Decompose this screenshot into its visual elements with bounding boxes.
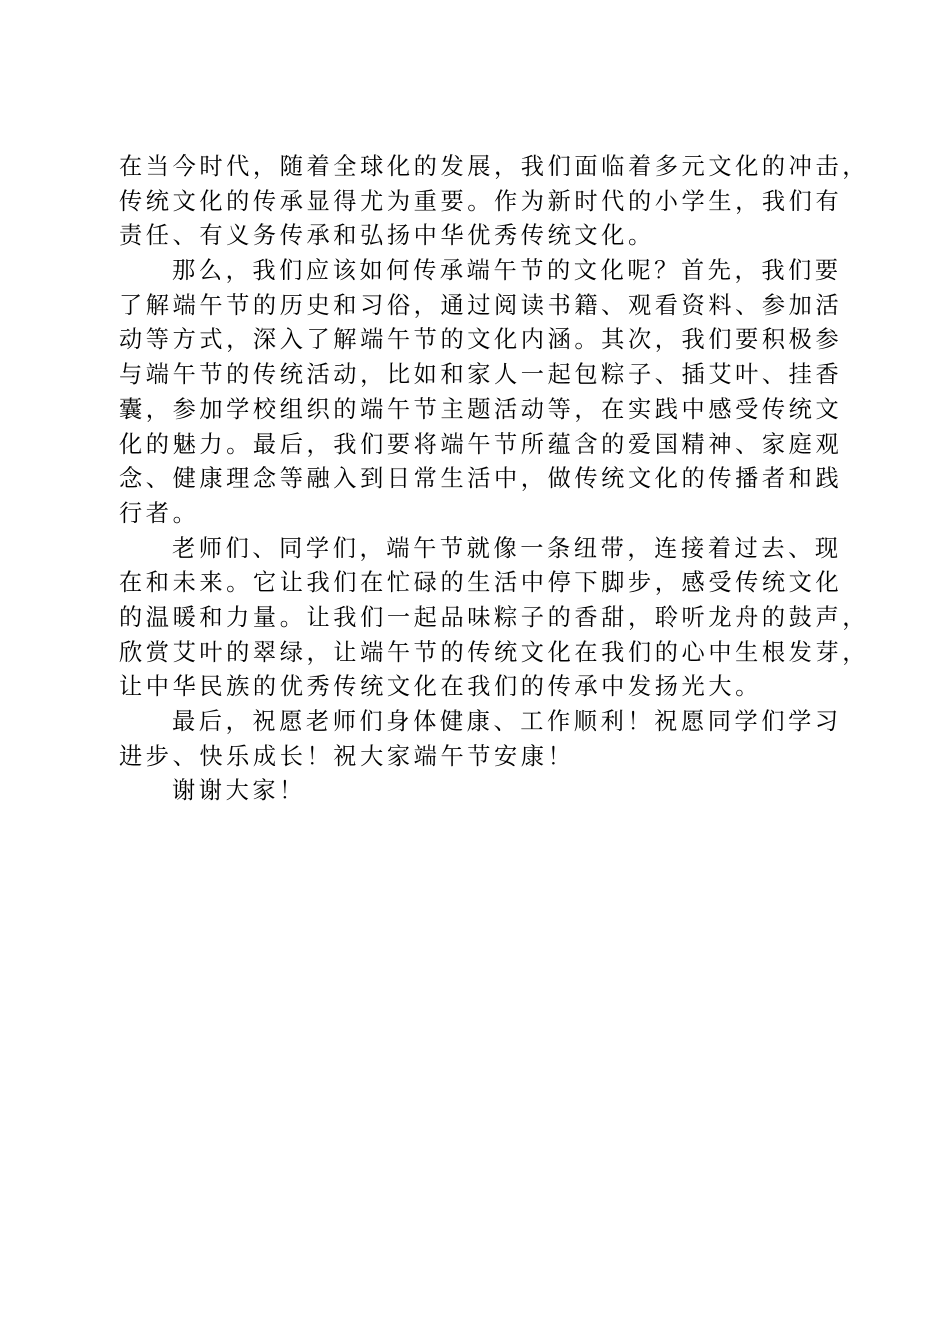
text-line: 传统文化的传承显得尤为重要。作为新时代的小学生，我们有 bbox=[119, 187, 843, 215]
paragraph bbox=[119, 150, 870, 254]
text-line: 在当今时代，随着全球化的发展，我们面临着多元文化的冲击， bbox=[119, 153, 870, 180]
text-line: 老师们、同学们，端午节就像一条纽带，连接着过去、现 bbox=[172, 534, 842, 562]
text-line: 动等方式，深入了解端午节的文化内涵。其次，我们要积极参 bbox=[119, 326, 843, 354]
text-line: 谢谢大家！ bbox=[172, 777, 306, 805]
text-line: 在和未来。它让我们在忙碌的生活中停下脚步，感受传统文化 bbox=[119, 569, 843, 597]
paragraph bbox=[119, 774, 835, 809]
text-line: 行者。 bbox=[119, 499, 200, 527]
text-line: 最后，祝愿老师们身体健康、工作顺利！祝愿同学们学习 bbox=[172, 708, 842, 735]
paragraph bbox=[119, 254, 843, 532]
text-line: 了解端午节的历史和习俗，通过阅读书籍、观看资料、参加活 bbox=[119, 291, 843, 319]
text-line: 责任、有义务传承和弘扬中华优秀传统文化。 bbox=[119, 222, 655, 250]
text-line: 念、健康理念等融入到日常生活中，做传统文化的传播者和践 bbox=[119, 465, 843, 493]
text-line: 化的魅力。最后，我们要将端午节所蕴含的爱国精神、家庭观 bbox=[119, 430, 843, 458]
body-text bbox=[119, 150, 870, 809]
text-line: 欣赏艾叶的翠绿，让端午节的传统文化在我们的心中生根发芽， bbox=[119, 638, 870, 666]
text-line: 与端午节的传统活动，比如和家人一起包粽子、插艾叶、挂香 bbox=[119, 361, 843, 389]
text-line: 的温暖和力量。让我们一起品味粽子的香甜，聆听龙舟的鼓声， bbox=[119, 603, 870, 631]
text-line: 那么，我们应该如何传承端午节的文化呢？首先，我们要 bbox=[172, 257, 842, 285]
paragraph bbox=[119, 532, 870, 705]
text-line: 进步、快乐成长！祝大家端午节安康！ bbox=[119, 742, 575, 770]
text-line: 囊，参加学校组织的端午节主题活动等，在实践中感受传统文 bbox=[119, 395, 843, 423]
text-line: 让中华民族的优秀传统文化在我们的传承中发扬光大。 bbox=[119, 673, 762, 701]
paragraph bbox=[119, 705, 842, 774]
